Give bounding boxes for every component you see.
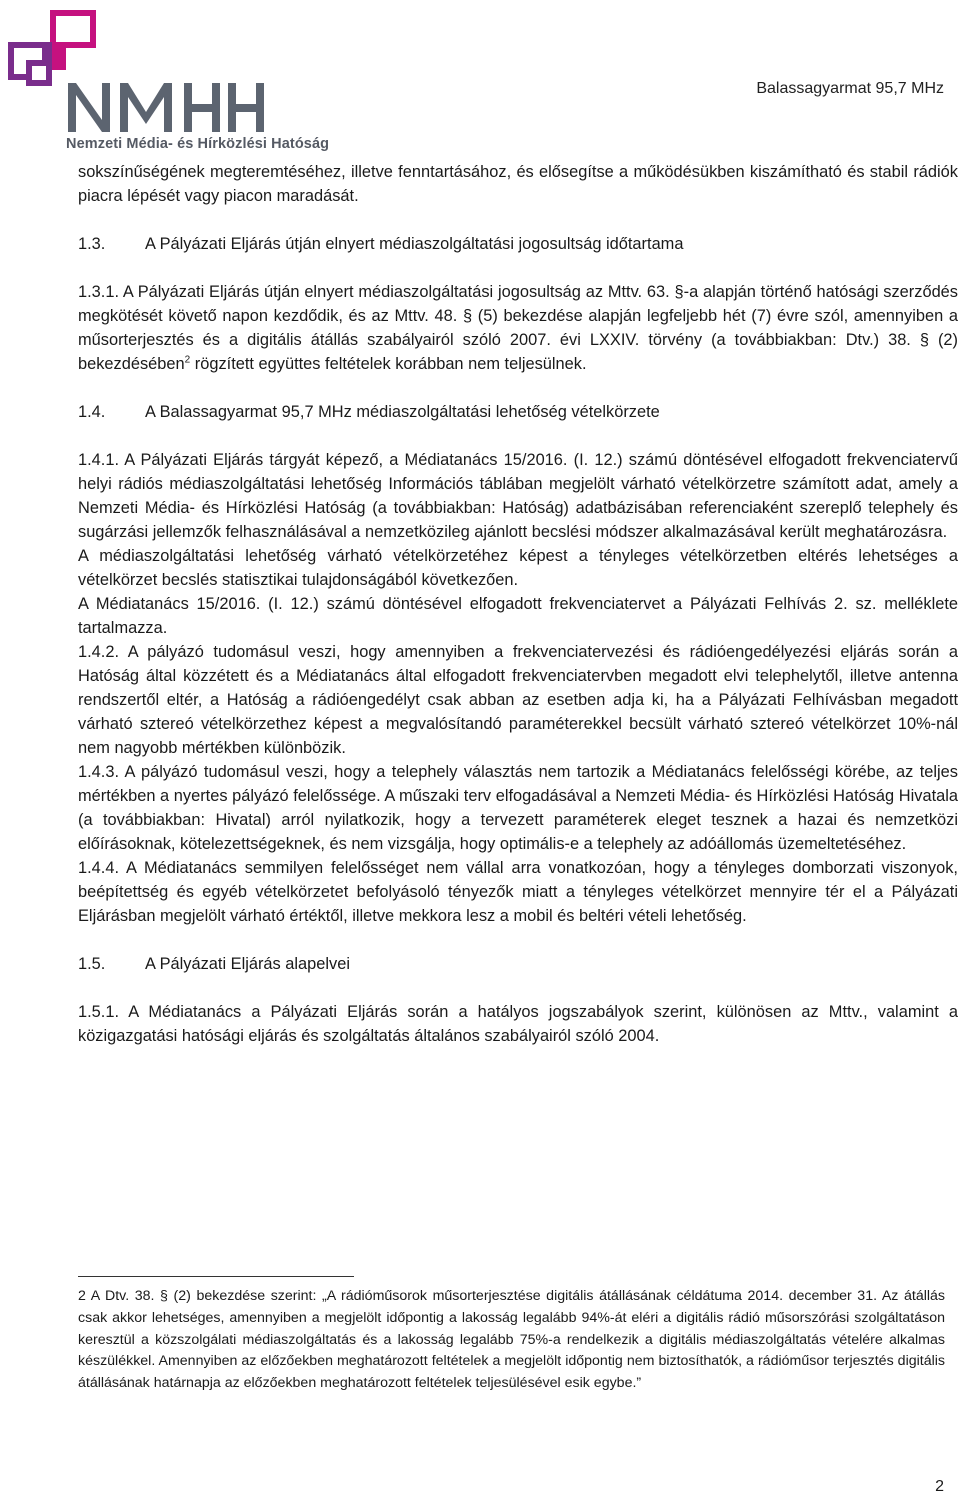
paragraph bbox=[78, 760, 958, 856]
paragraph bbox=[78, 280, 958, 376]
section-number: 1.5. bbox=[78, 955, 106, 973]
logo-org-name: Nemzeti Média- és Hírközlési Hatóság bbox=[66, 136, 330, 152]
page-number: 2 bbox=[935, 1478, 944, 1495]
section-heading bbox=[78, 232, 958, 256]
paragraph bbox=[78, 1000, 958, 1048]
paragraph-text: A médiaszolgáltatási lehetőség várható vételkörzetéhez képest a tényleges vételkörzetben eltérés lehetséges a vételkörzet becslés statisztikai tulajdonságából következően. bbox=[78, 547, 958, 589]
paragraph bbox=[78, 592, 958, 640]
paragraph-text: 1.4.4. A Médiatanács semmilyen felelősséget nem vállal arra vonatkozóan, hogy a tényleges domborzati viszonyok, beépítettség és egyéb vételkörzetet befolyásoló tényezők miatt a tényleges vételkörzet mennyire tér el a Pályázati Eljárásban megjelölt várható értéktől, illetve mekkora lesz a mobil és beltéri vételi lehetőség. bbox=[78, 859, 958, 925]
section-number: 1.3. bbox=[78, 235, 106, 253]
spacer bbox=[78, 256, 958, 280]
footnote: 2 A Dtv. 38. § (2) bekezdése szerint: „A rádióműsorok műsorterjesztése digitális átállásának céldátuma 2014. december 31. Az átállás csak akkor lehetséges, amennyiben a megjelölt időpontig a lakosság legalább 94%-át eléri a digitális rádió műsorszórási szolgáltatáson keresztül a közszolgálati médiaszolgáltatás és a lakosság legalább 75%-a rendelkezik a digitális médiaszolgáltatás vételére alkalmas készülékkel. Amennyiben az előzőekben meghatározott feltételek a megjelölt időpontig nem biztosíthatók, a rádióműsor terjesztés digitális átállásának határnapja az előzőekben meghatározott feltételek teljesülésével esik egybe.” bbox=[78, 1288, 945, 1392]
section-title: A Balassagyarmat 95,7 MHz médiaszolgáltatási lehetőség vételkörzete bbox=[145, 403, 660, 421]
header-location: Balassagyarmat 95,7 MHz bbox=[756, 80, 944, 97]
paragraph-text: 1.4.1. A Pályázati Eljárás tárgyát képező, a Médiatanács 15/2016. (I. 12.) számú döntésével elfogadott frekvenciatervű helyi rádiós médiaszolgáltatási lehetőség Információs táblában megjelölt várható vételkörzetre számított adat, amely a Nemzeti Média- és Hírközlési Hatóság (a továbbiakban: Hatóság) adatbázisában referenciaként szereplő telephely és sugárzási jellemzők felhasználásával a nemzetközileg ajánlott becslési módszer alkalmazásával került meghatározásra. bbox=[78, 451, 958, 541]
spacer bbox=[78, 376, 958, 400]
paragraph bbox=[78, 640, 958, 760]
spacer bbox=[78, 208, 958, 232]
section-heading bbox=[78, 952, 958, 976]
spacer bbox=[78, 928, 958, 952]
paragraph bbox=[78, 448, 958, 544]
section-number: 1.4. bbox=[78, 403, 106, 421]
paragraph-text: 1.4.3. A pályázó tudomásul veszi, hogy a telephely választás nem tartozik a Médiatanács felelősségi körébe, az teljes mértékben a nyertes pályázó felelőssége. A műszaki terv elfogadásával a Nemzeti Média- és Hírközlési Hatóság Hivatala (a továbbiakban: Hivatal) arról nyilatkozik, hogy a tervezett paraméterek eleget tesznek a hazai és nemzetközi előírásoknak, kötelezettségeknek, és nem vizsgálja, hogy optimális-e a telephely az adóállomás üzemeltetéséhez. bbox=[78, 763, 958, 853]
paragraph-text: 1.3.1. A Pályázati Eljárás útján elnyert médiaszolgáltatási jogosultság az Mttv. 63. §-a alapján történő hatósági szerződés megkötését követő napon kezdődik, és az Mttv. 48. § (5) bekezdése alapján legfeljebb hét (7) évre szól, amennyiben a műsorterjesztés és a digitális átállás szabályairól szóló 2007. évi LXXIV. törvény (a továbbiakban: Dtv.) 38. § (2) bekezdésében bbox=[78, 283, 958, 373]
footnote-ref: 2 bbox=[184, 354, 191, 366]
spacer bbox=[78, 424, 958, 448]
paragraph bbox=[78, 856, 958, 928]
paragraph bbox=[78, 544, 958, 592]
section-heading bbox=[78, 400, 958, 424]
section-title: A Pályázati Eljárás útján elnyert médiaszolgáltatási jogosultság időtartama bbox=[145, 235, 684, 253]
paragraph-text: 1.5.1. A Médiatanács a Pályázati Eljárás során a hatályos jogszabályok szerint, különösen az Mttv., valamint a közigazgatási hatósági eljárás és szolgáltatás általános szabályairól szóló 2004. bbox=[78, 1003, 958, 1045]
paragraph-text: A Médiatanács 15/2016. (I. 12.) számú döntésével elfogadott frekvenciatervet a Pályázati Felhívás 2. sz. melléklete tartalmazza. bbox=[78, 595, 958, 637]
paragraph-text: 1.4.2. A pályázó tudomásul veszi, hogy amennyiben a frekvenciatervezési és rádióengedélyezési eljárás során a Hatóság által közzétett és a Médiatanács által elfogadott frekvenciatervben megadott elvi telephelytől, illetve antenna rendszertől eltér, a Hatóság a rádióengedélyt csak abban az esetben adja ki, ha a Pályázati Felhívásban megadott várható sztereó vételkörzethez képest a megvalósítandó paraméterekkel becsült várható sztereó vételkörzet 10%-nál nem nagyobb mértékben különbözik. bbox=[78, 643, 958, 757]
footnote-divider bbox=[78, 1276, 354, 1277]
section-title: A Pályázati Eljárás alapelvei bbox=[145, 955, 350, 973]
paragraph-text: sokszínűségének megteremtéséhez, illetve fenntartásához, és elősegítse a működésükben kiszámítható és stabil rádiók piacra lépését vagy piacon maradását. bbox=[78, 163, 958, 205]
document-body bbox=[78, 160, 958, 1048]
paragraph-text-tail: rögzített együttes feltételek korábban nem teljesülnek. bbox=[190, 355, 587, 373]
spacer bbox=[78, 976, 958, 1000]
paragraph bbox=[78, 160, 958, 208]
nmhh-logo-graphic bbox=[6, 8, 366, 138]
